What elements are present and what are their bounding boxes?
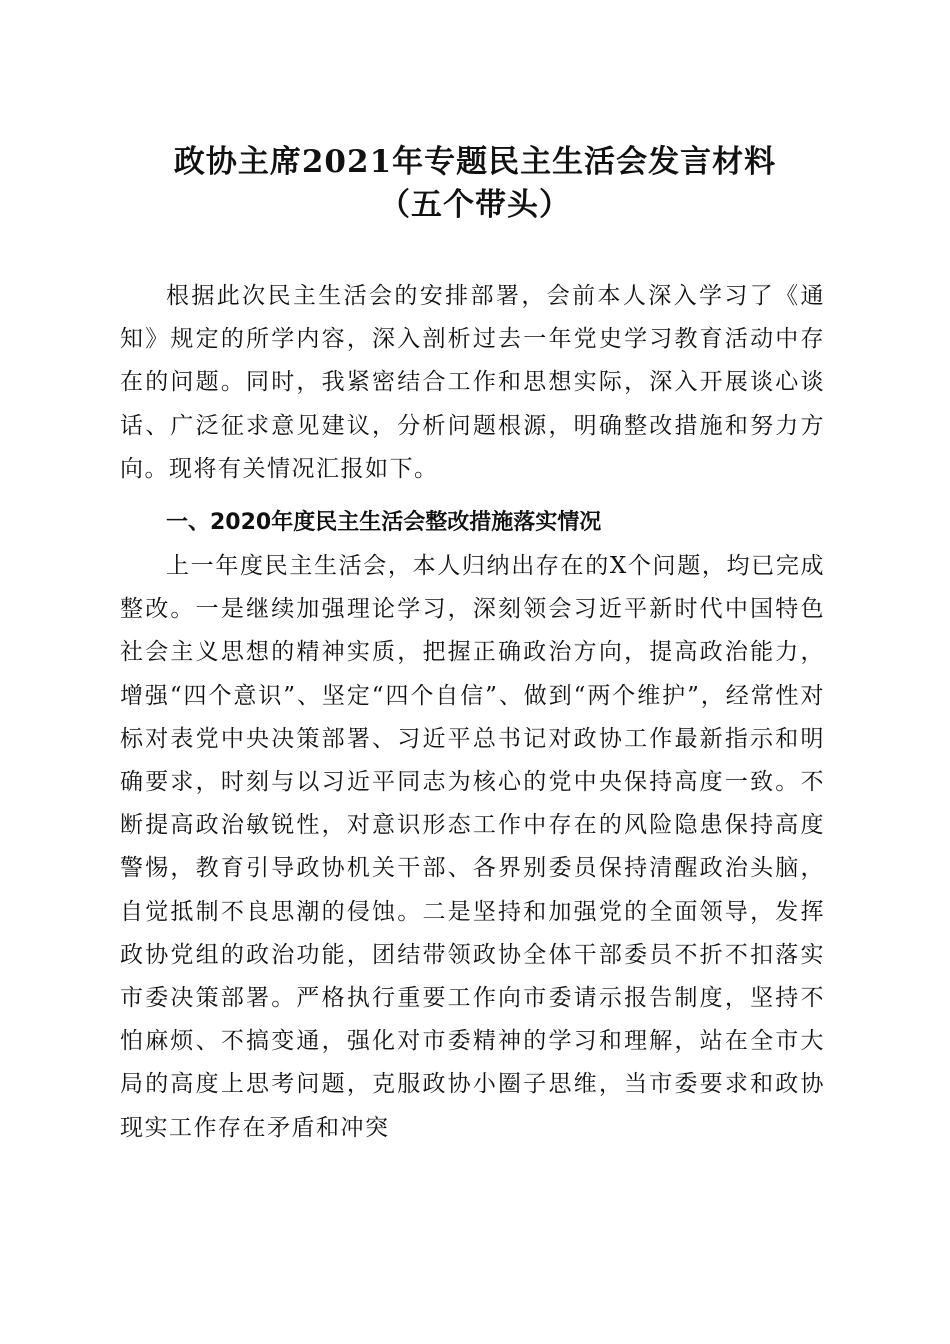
document-title: 政协主席2021年专题民主生活会发言材料 [173,144,777,180]
section-heading: 一、2020年度民主生活会整改措施落实情况 [166,510,602,535]
body-paragraph: 上一年度民主生活会，本人归纳出存在的X个问题，均已完成整改。一是继续加强理论学习，深刻领会习近平新时代中国特色社会主义思想的精神实质，把握正确政治方向，提高政治能力，增强“四个意识”、坚定“四个自信”、做到“两个维护”，经常性对标对表党中央决策部署、习近平总书记对政协工作最新指示和明确要求，时刻与以习近平同志为核心的党中央保持高度一致。不断提高政治敏锐性，对意识形态工作中存在的风险隐患保持高度警惕，教育引导政协机关干部、各界别委员保持清醒政治头脑，自觉抵制不良思潮的侵蚀。二是坚持和加强党的全面领导，发挥政协党组的政治功能，团结带领政协全体干部委员不折不扣落实市委决策部署。严格执行重要工作向市委请示报告制度，坚持不怕麻烦、不搞变通，强化对市委精神的学习和理解，站在全市大局的高度上思考问题，克服政协小圈子思维，当市委要求和政协现实工作存在矛盾和冲突 [120,553,825,1141]
intro-paragraph: 根据此次民主生活会的安排部署，会前本人深入学习了《通知》规定的所学内容，深入剖析过去一年党史学习教育活动中存在的问题。同时，我紧密结合工作和思想实际，深入开展谈心谈话、广泛征求意见建议，分析问题根源，明确整改措施和努力方向。现将有关情况汇报如下。 [120,283,825,482]
document-subtitle: （五个带头） [379,187,571,223]
